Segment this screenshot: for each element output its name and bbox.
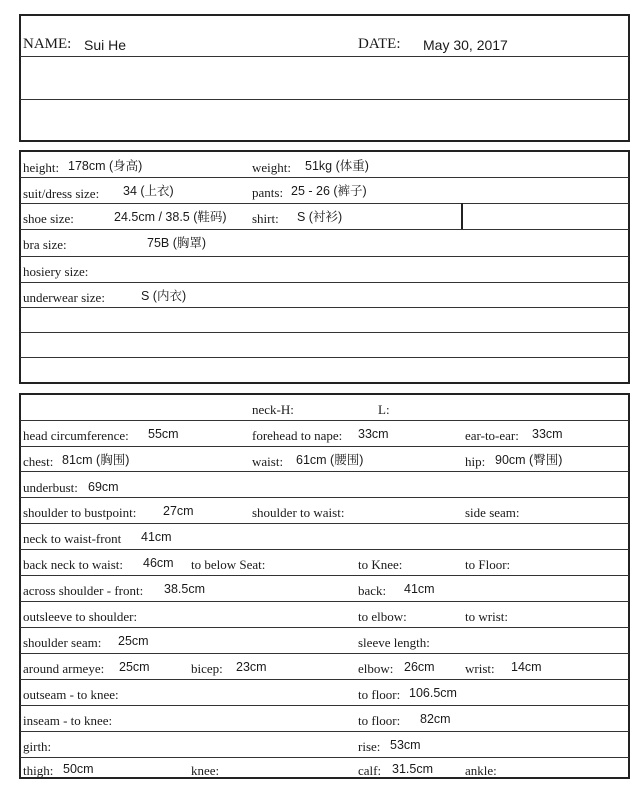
back-neck-to-waist-value: 46cm xyxy=(143,556,174,570)
row-line xyxy=(20,679,629,680)
shoe-size-value: 24.5cm / 38.5 (鞋码) xyxy=(114,210,227,224)
header-section xyxy=(19,14,630,142)
ear-to-ear-label: ear-to-ear: xyxy=(465,428,519,443)
hosiery-size-label: hosiery size: xyxy=(23,264,89,279)
row-line xyxy=(20,256,629,257)
row-line xyxy=(20,627,629,628)
row-line xyxy=(20,523,629,524)
header-divider xyxy=(20,56,629,57)
underbust-label: underbust: xyxy=(23,480,78,495)
neck-to-waist-front-value: 41cm xyxy=(141,530,172,544)
back-neck-to-waist-label: back neck to waist: xyxy=(23,557,123,572)
row-line xyxy=(20,757,629,758)
head-circumference-label: head circumference: xyxy=(23,428,129,443)
to-elbow-label: to elbow: xyxy=(358,609,407,624)
height-label: height: xyxy=(23,160,60,175)
row-line xyxy=(20,497,629,498)
row-line xyxy=(20,357,629,358)
date-label: DATE: xyxy=(358,36,401,52)
bicep-value: 23cm xyxy=(236,660,267,674)
row-line xyxy=(20,549,629,550)
inseam-to-floor-label: to floor: xyxy=(358,713,401,728)
wrist-value: 14cm xyxy=(511,660,542,674)
shirt-divider xyxy=(461,203,463,229)
suit-size-value: 34 (上衣) xyxy=(123,184,174,198)
thigh-value: 50cm xyxy=(63,762,94,776)
outseam-to-floor-value: 106.5cm xyxy=(409,686,457,700)
hip-value: 90cm (臀围) xyxy=(495,453,563,467)
neck-to-waist-front-label: neck to waist-front xyxy=(23,531,122,546)
calf-value: 31.5cm xyxy=(392,762,433,776)
ankle-label: ankle: xyxy=(465,763,497,778)
outseam-to-floor-label: to floor: xyxy=(358,687,401,702)
chest-value: 81cm (胸围) xyxy=(62,453,130,467)
calf-label: calf: xyxy=(358,763,382,778)
row-line xyxy=(20,471,629,472)
forehead-to-nape-label: forehead to nape: xyxy=(252,428,343,443)
to-below-seat-label: to below Seat: xyxy=(191,557,266,572)
inseam-to-floor-value: 82cm xyxy=(420,712,451,726)
outsleeve-to-shoulder-label: outsleeve to shoulder: xyxy=(23,609,138,624)
shoulder-seam-label: shoulder seam: xyxy=(23,635,102,650)
elbow-value: 26cm xyxy=(404,660,435,674)
height-value: 178cm (身高) xyxy=(68,159,143,173)
weight-label: weight: xyxy=(252,160,291,175)
row-line xyxy=(20,332,629,333)
waist-value: 61cm (腰围) xyxy=(296,453,364,467)
row-line xyxy=(20,731,629,732)
row-line xyxy=(20,575,629,576)
wrist-label: wrist: xyxy=(465,661,495,676)
head-circumference-value: 55cm xyxy=(148,427,179,441)
ear-to-ear-value: 33cm xyxy=(532,427,563,441)
pants-label: pants: xyxy=(252,185,284,200)
weight-value: 51kg (体重) xyxy=(305,159,369,173)
side-seam-label: side seam: xyxy=(465,505,520,520)
inseam-to-knee-label: inseam - to knee: xyxy=(23,713,113,728)
to-wrist-label: to wrist: xyxy=(465,609,508,624)
date-value: May 30, 2017 xyxy=(423,37,508,53)
row-line xyxy=(20,705,629,706)
shoulder-to-bustpoint-value: 27cm xyxy=(163,504,194,518)
back-value: 41cm xyxy=(404,582,435,596)
sleeve-length-label: sleeve length: xyxy=(358,635,430,650)
l-label: L: xyxy=(378,402,390,417)
around-armeye-label: around armeye: xyxy=(23,661,105,676)
underwear-size-label: underwear size: xyxy=(23,290,105,305)
row-line xyxy=(20,420,629,421)
across-shoulder-front-label: across shoulder - front: xyxy=(23,583,144,598)
row-line xyxy=(20,307,629,308)
shoulder-seam-value: 25cm xyxy=(118,634,149,648)
row-line xyxy=(20,653,629,654)
bra-size-value: 75B (胸罩) xyxy=(147,236,207,250)
bra-size-label: bra size: xyxy=(23,237,67,252)
to-floor-label: to Floor: xyxy=(465,557,511,572)
thigh-label: thigh: xyxy=(23,763,54,778)
row-line xyxy=(20,601,629,602)
shirt-value: S (衬衫) xyxy=(297,210,343,224)
name-value: Sui He xyxy=(84,37,127,53)
outseam-to-knee-label: outseam - to knee: xyxy=(23,687,119,702)
underwear-size-value: S (内衣) xyxy=(141,289,187,303)
shoulder-to-waist-label: shoulder to waist: xyxy=(252,505,345,520)
girth-label: girth: xyxy=(23,739,52,754)
chest-label: chest: xyxy=(23,454,54,469)
suit-size-label: suit/dress size: xyxy=(23,186,100,201)
shoe-size-label: shoe size: xyxy=(23,211,74,226)
pants-value: 25 - 26 (裤子) xyxy=(291,184,367,198)
shoulder-to-bustpoint-label: shoulder to bustpoint: xyxy=(23,505,137,520)
around-armeye-value: 25cm xyxy=(119,660,150,674)
forehead-to-nape-value: 33cm xyxy=(358,427,389,441)
hip-label: hip: xyxy=(465,454,486,469)
rise-value: 53cm xyxy=(390,738,421,752)
bicep-label: bicep: xyxy=(191,661,223,676)
shirt-label: shirt: xyxy=(252,211,279,226)
neck-h-label: neck-H: xyxy=(252,402,294,417)
across-shoulder-front-value: 38.5cm xyxy=(164,582,205,596)
waist-label: waist: xyxy=(252,454,284,469)
to-knee-label: to Knee: xyxy=(358,557,403,572)
row-line xyxy=(20,177,629,178)
row-line xyxy=(20,229,629,230)
back-label: back: xyxy=(358,583,387,598)
name-label: NAME: xyxy=(23,36,72,52)
header-divider xyxy=(20,99,629,100)
elbow-label: elbow: xyxy=(358,661,394,676)
row-line xyxy=(20,203,629,204)
knee-label: knee: xyxy=(191,763,220,778)
row-line xyxy=(20,446,629,447)
underbust-value: 69cm xyxy=(88,480,119,494)
row-line xyxy=(20,282,629,283)
rise-label: rise: xyxy=(358,739,381,754)
